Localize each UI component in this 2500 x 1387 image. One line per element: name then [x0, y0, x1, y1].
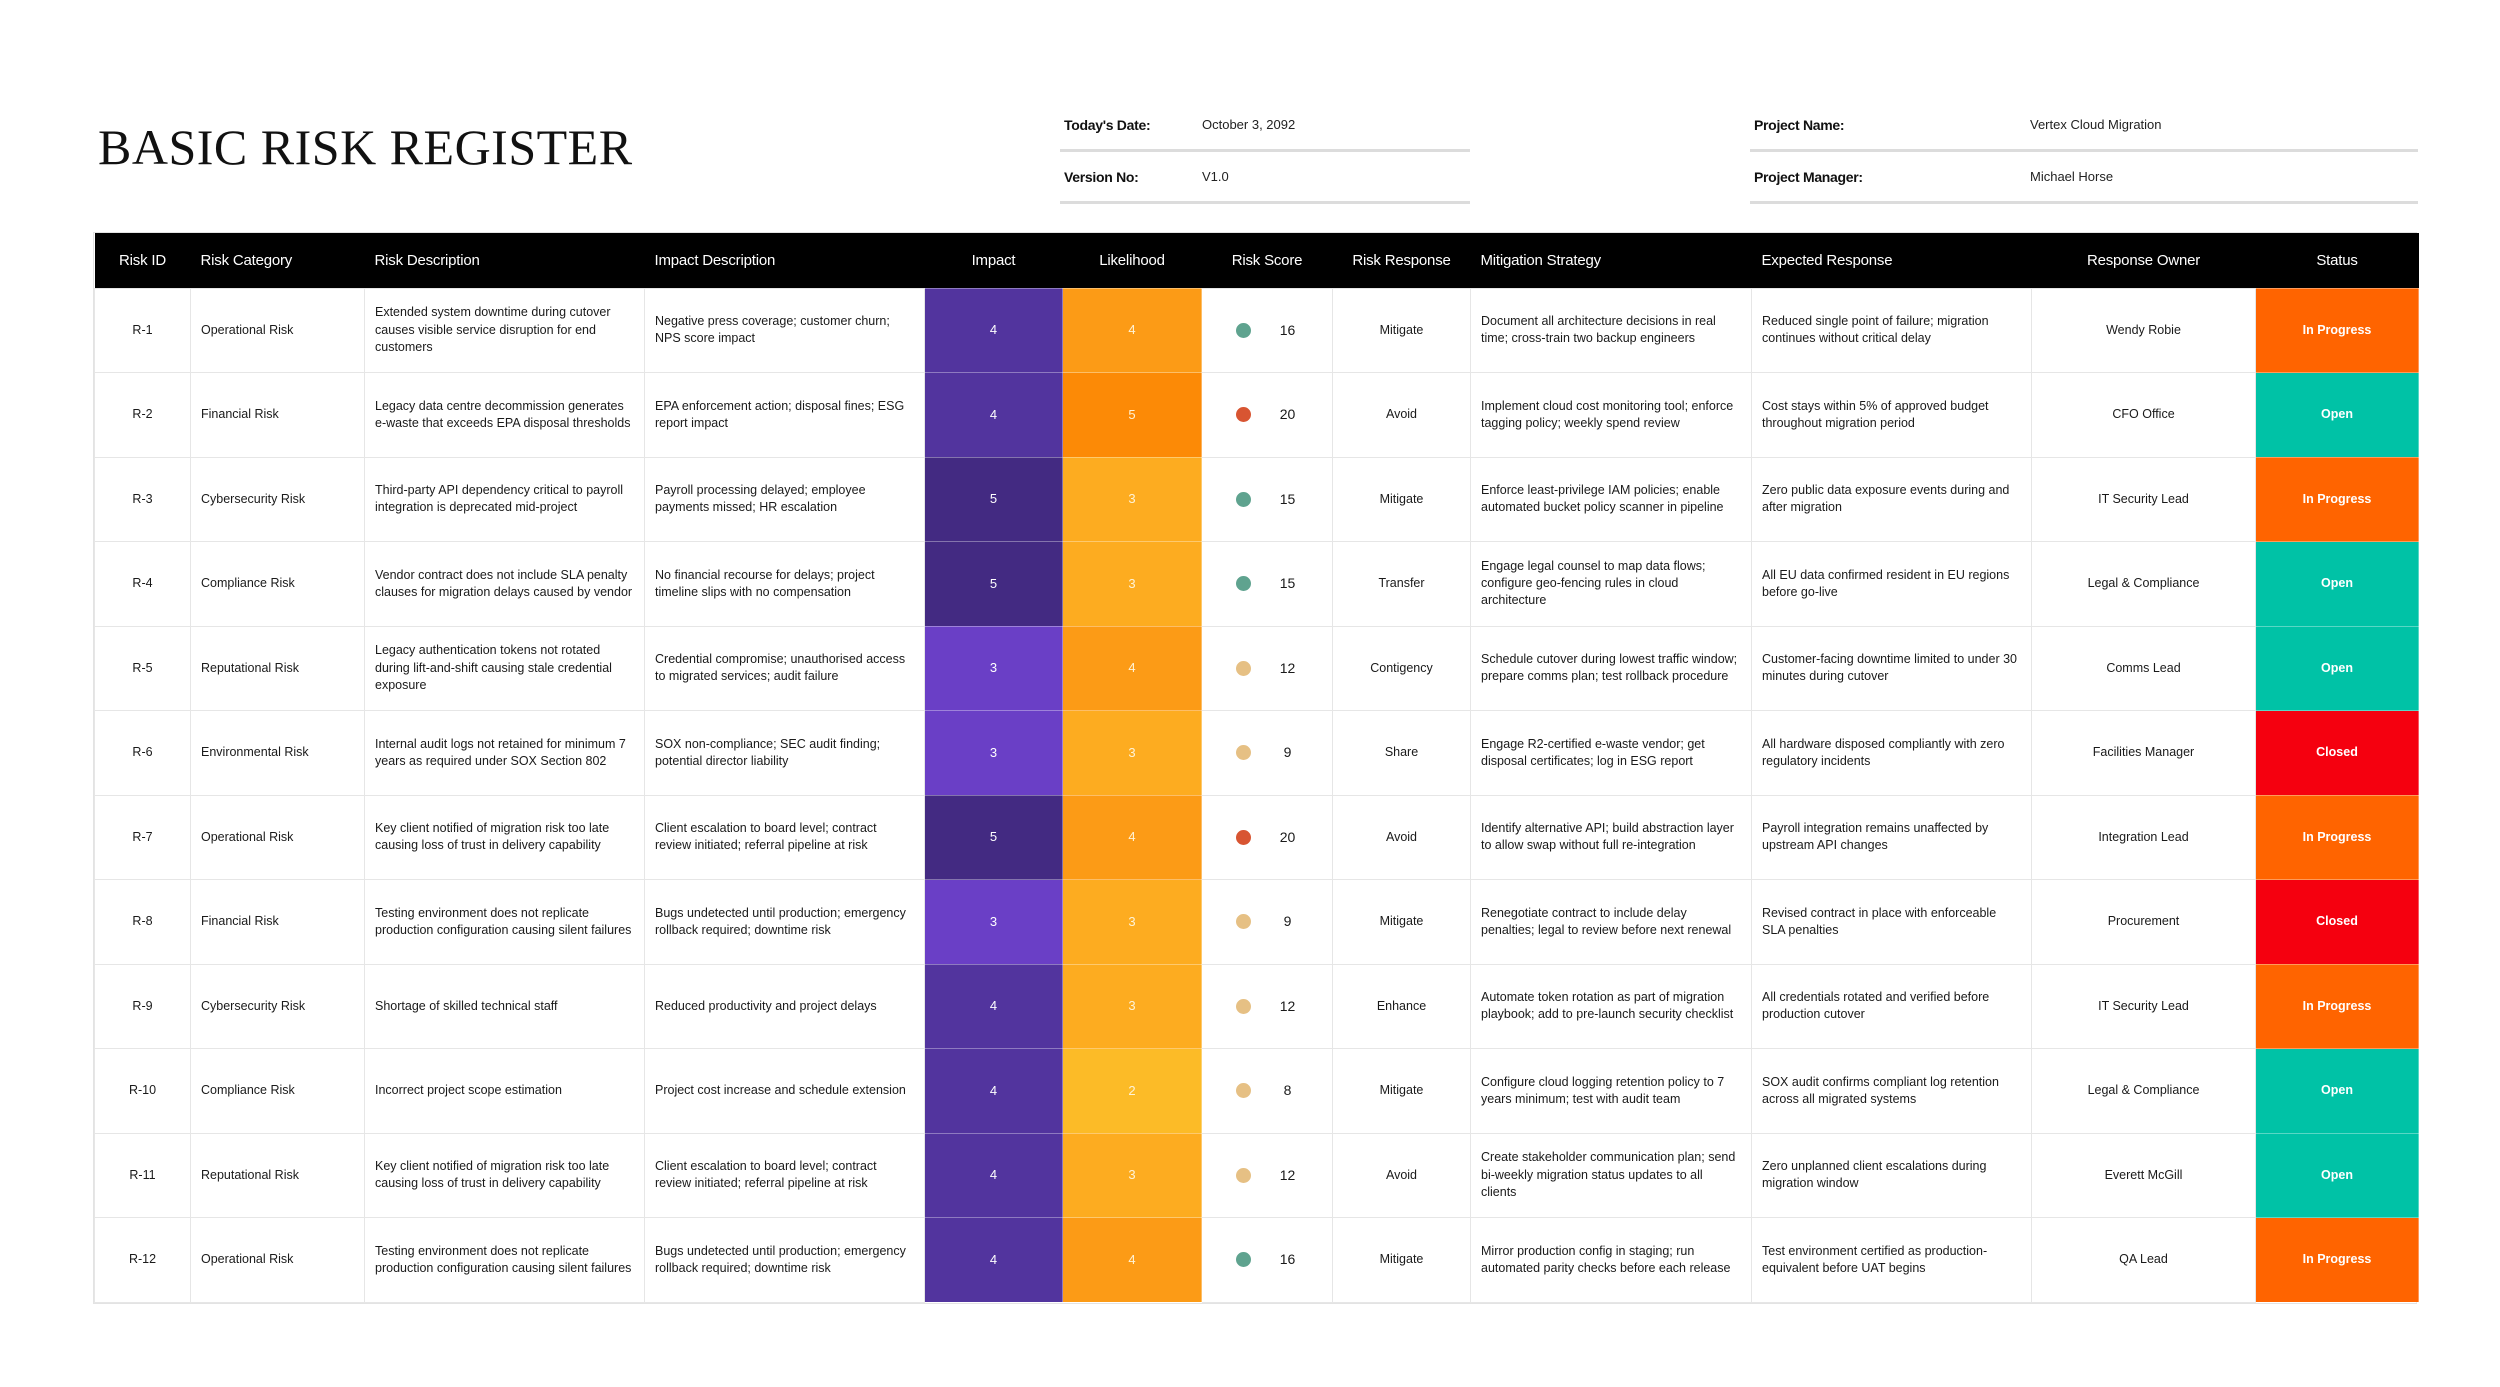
- risk-response-cell: Mitigate: [1333, 457, 1471, 542]
- mitigation-strategy-cell: Schedule cutover during lowest traffic window; prepare comms plan; test rollback procedure: [1471, 626, 1752, 711]
- risk-score-value: 20: [1279, 828, 1296, 845]
- risk-level-dot-icon: [1236, 1168, 1251, 1183]
- status-badge: In Progress: [2256, 457, 2419, 542]
- likelihood-cell: 4: [1063, 1218, 1202, 1303]
- version-label: Version No:: [1064, 168, 1139, 185]
- likelihood-cell: 3: [1063, 880, 1202, 965]
- expected-response-cell: All hardware disposed compliantly with zero regulatory incidents: [1752, 711, 2032, 796]
- response-owner-cell: Procurement: [2032, 880, 2256, 965]
- version-field: [1060, 152, 1470, 204]
- todays-date-field: [1060, 100, 1470, 152]
- table-row: [95, 626, 2419, 711]
- risk-score-value: 20: [1279, 406, 1296, 423]
- mitigation-strategy-cell: Create stakeholder communication plan; send bi-weekly migration status updates to all clients: [1471, 1133, 1752, 1218]
- mitigation-strategy-cell: Mirror production config in staging; run automated parity checks before each release: [1471, 1218, 1752, 1303]
- expected-response-cell: Customer-facing downtime limited to under 30 minutes during cutover: [1752, 626, 2032, 711]
- document-meta-right: [1750, 100, 2418, 204]
- risk-description-cell: Shortage of skilled technical staff: [365, 964, 645, 1049]
- likelihood-cell: 3: [1063, 711, 1202, 796]
- impact-description-cell: Credential compromise; unauthorised access to migrated services; audit failure: [645, 626, 925, 711]
- expected-response-cell: Test environment certified as production-equivalent before UAT begins: [1752, 1218, 2032, 1303]
- todays-date-label: Today's Date:: [1064, 116, 1151, 133]
- mitigation-strategy-cell: Document all architecture decisions in real time; cross-train two backup engineers: [1471, 288, 1752, 373]
- risk-score-cell: [1202, 795, 1333, 880]
- risk-response-cell: Avoid: [1333, 373, 1471, 458]
- risk-id-cell: R-8: [95, 880, 191, 965]
- risk-score-cell: [1202, 457, 1333, 542]
- risk-score-cell: [1202, 964, 1333, 1049]
- expected-response-cell: SOX audit confirms compliant log retention across all migrated systems: [1752, 1049, 2032, 1134]
- risk-score-cell: [1202, 711, 1333, 796]
- col-header-response-owner: Response Owner: [2032, 233, 2256, 288]
- table-row: [95, 795, 2419, 880]
- impact-description-cell: Project cost increase and schedule extension: [645, 1049, 925, 1134]
- risk-id-cell: R-11: [95, 1133, 191, 1218]
- impact-cell: 4: [925, 1049, 1063, 1134]
- risk-level-dot-icon: [1236, 576, 1251, 591]
- risk-score-value: 12: [1279, 997, 1296, 1014]
- risk-id-cell: R-2: [95, 373, 191, 458]
- col-header-impact: Impact: [925, 233, 1063, 288]
- risk-score-value: 16: [1279, 1251, 1296, 1268]
- risk-response-cell: Contigency: [1333, 626, 1471, 711]
- risk-description-cell: Extended system downtime during cutover causes visible service disruption for end customers: [365, 288, 645, 373]
- risk-category-cell: Cybersecurity Risk: [191, 457, 365, 542]
- expected-response-cell: All EU data confirmed resident in EU regions before go-live: [1752, 542, 2032, 627]
- risk-category-cell: Operational Risk: [191, 1218, 365, 1303]
- risk-score-value: 15: [1279, 575, 1296, 592]
- impact-cell: 5: [925, 542, 1063, 627]
- risk-score-cell: [1202, 880, 1333, 965]
- risk-score-value: 9: [1283, 913, 1292, 930]
- likelihood-cell: 4: [1063, 288, 1202, 373]
- response-owner-cell: Facilities Manager: [2032, 711, 2256, 796]
- mitigation-strategy-cell: Enforce least-privilege IAM policies; enable automated bucket policy scanner in pipeline: [1471, 457, 1752, 542]
- col-header-risk-id: Risk ID: [95, 233, 191, 288]
- risk-description-cell: Third-party API dependency critical to payroll integration is deprecated mid-project: [365, 457, 645, 542]
- expected-response-cell: Zero unplanned client escalations during migration window: [1752, 1133, 2032, 1218]
- likelihood-cell: 3: [1063, 542, 1202, 627]
- risk-response-cell: Mitigate: [1333, 1049, 1471, 1134]
- impact-description-cell: Negative press coverage; customer churn; NPS score impact: [645, 288, 925, 373]
- expected-response-cell: Reduced single point of failure; migration continues without critical delay: [1752, 288, 2032, 373]
- risk-score-value: 16: [1279, 321, 1296, 338]
- table-row: [95, 880, 2419, 965]
- table-row: [95, 542, 2419, 627]
- risk-level-dot-icon: [1236, 914, 1251, 929]
- col-header-risk-response: Risk Response: [1333, 233, 1471, 288]
- status-badge: Open: [2256, 373, 2419, 458]
- impact-cell: 4: [925, 1133, 1063, 1218]
- risk-id-cell: R-6: [95, 711, 191, 796]
- table-header-row: [95, 233, 2419, 288]
- expected-response-cell: All credentials rotated and verified before production cutover: [1752, 964, 2032, 1049]
- response-owner-cell: Everett McGill: [2032, 1133, 2256, 1218]
- likelihood-cell: 3: [1063, 964, 1202, 1049]
- table-row: [95, 457, 2419, 542]
- table-row: [95, 964, 2419, 1049]
- response-owner-cell: IT Security Lead: [2032, 457, 2256, 542]
- table-row: [95, 1049, 2419, 1134]
- col-header-risk-description: Risk Description: [365, 233, 645, 288]
- risk-description-cell: Vendor contract does not include SLA penalty clauses for migration delays caused by vendor: [365, 542, 645, 627]
- risk-level-dot-icon: [1236, 999, 1251, 1014]
- likelihood-cell: 3: [1063, 457, 1202, 542]
- mitigation-strategy-cell: Engage R2-certified e-waste vendor; get disposal certificates; log in ESG report: [1471, 711, 1752, 796]
- table-row: [95, 1133, 2419, 1218]
- document-meta-left: [1060, 100, 1470, 204]
- risk-score-cell: [1202, 288, 1333, 373]
- response-owner-cell: CFO Office: [2032, 373, 2256, 458]
- risk-level-dot-icon: [1236, 1083, 1251, 1098]
- impact-description-cell: Client escalation to board level; contract review initiated; referral pipeline at risk: [645, 1133, 925, 1218]
- risk-score-value: 8: [1283, 1082, 1292, 1099]
- response-owner-cell: Integration Lead: [2032, 795, 2256, 880]
- risk-description-cell: Legacy authentication tokens not rotated during lift-and-shift causing stale credential exposure: [365, 626, 645, 711]
- impact-cell: 4: [925, 373, 1063, 458]
- status-badge: Closed: [2256, 880, 2419, 965]
- risk-level-dot-icon: [1236, 407, 1251, 422]
- mitigation-strategy-cell: Renegotiate contract to include delay penalties; legal to review before next renewal: [1471, 880, 1752, 965]
- status-badge: Open: [2256, 1049, 2419, 1134]
- risk-id-cell: R-12: [95, 1218, 191, 1303]
- impact-description-cell: Bugs undetected until production; emergency rollback required; downtime risk: [645, 1218, 925, 1303]
- likelihood-cell: 4: [1063, 795, 1202, 880]
- risk-score-cell: [1202, 373, 1333, 458]
- likelihood-cell: 4: [1063, 626, 1202, 711]
- risk-id-cell: R-10: [95, 1049, 191, 1134]
- risk-score-value: 15: [1279, 490, 1296, 507]
- risk-description-cell: Key client notified of migration risk too late causing loss of trust in delivery capability: [365, 1133, 645, 1218]
- table-row: [95, 288, 2419, 373]
- risk-category-cell: Environmental Risk: [191, 711, 365, 796]
- risk-level-dot-icon: [1236, 661, 1251, 676]
- page-title: BASIC RISK REGISTER: [98, 119, 633, 175]
- project-manager-value: Michael Horse: [2030, 169, 2114, 184]
- risk-score-cell: [1202, 542, 1333, 627]
- risk-response-cell: Avoid: [1333, 795, 1471, 880]
- risk-id-cell: R-9: [95, 964, 191, 1049]
- risk-category-cell: Compliance Risk: [191, 1049, 365, 1134]
- mitigation-strategy-cell: Automate token rotation as part of migration playbook; add to pre-launch security checklist: [1471, 964, 1752, 1049]
- risk-id-cell: R-5: [95, 626, 191, 711]
- response-owner-cell: Legal & Compliance: [2032, 1049, 2256, 1134]
- status-badge: In Progress: [2256, 964, 2419, 1049]
- impact-description-cell: Reduced productivity and project delays: [645, 964, 925, 1049]
- status-badge: Open: [2256, 1133, 2419, 1218]
- impact-cell: 5: [925, 457, 1063, 542]
- risk-category-cell: Operational Risk: [191, 288, 365, 373]
- impact-cell: 4: [925, 1218, 1063, 1303]
- project-manager-field: [1750, 152, 2418, 204]
- status-badge: Open: [2256, 626, 2419, 711]
- col-header-expected-response: Expected Response: [1752, 233, 2032, 288]
- risk-category-cell: Financial Risk: [191, 373, 365, 458]
- risk-score-cell: [1202, 1133, 1333, 1218]
- mitigation-strategy-cell: Identify alternative API; build abstraction layer to allow swap without full re-integration: [1471, 795, 1752, 880]
- table-row: [95, 373, 2419, 458]
- likelihood-cell: 5: [1063, 373, 1202, 458]
- impact-description-cell: Payroll processing delayed; employee payments missed; HR escalation: [645, 457, 925, 542]
- col-header-likelihood: Likelihood: [1063, 233, 1202, 288]
- risk-response-cell: Mitigate: [1333, 288, 1471, 373]
- mitigation-strategy-cell: Configure cloud logging retention policy to 7 years minimum; test with audit team: [1471, 1049, 1752, 1134]
- risk-description-cell: Incorrect project scope estimation: [365, 1049, 645, 1134]
- impact-description-cell: Client escalation to board level; contract review initiated; referral pipeline at risk: [645, 795, 925, 880]
- expected-response-cell: Zero public data exposure events during and after migration: [1752, 457, 2032, 542]
- risk-response-cell: Share: [1333, 711, 1471, 796]
- impact-description-cell: SOX non-compliance; SEC audit finding; potential director liability: [645, 711, 925, 796]
- col-header-impact-description: Impact Description: [645, 233, 925, 288]
- version-value: V1.0: [1202, 169, 1229, 184]
- impact-cell: 3: [925, 626, 1063, 711]
- risk-level-dot-icon: [1236, 745, 1251, 760]
- table-row: [95, 1218, 2419, 1303]
- impact-description-cell: No financial recourse for delays; project timeline slips with no compensation: [645, 542, 925, 627]
- impact-description-cell: Bugs undetected until production; emergency rollback required; downtime risk: [645, 880, 925, 965]
- response-owner-cell: Comms Lead: [2032, 626, 2256, 711]
- project-manager-label: Project Manager:: [1754, 168, 1863, 185]
- response-owner-cell: IT Security Lead: [2032, 964, 2256, 1049]
- risk-level-dot-icon: [1236, 492, 1251, 507]
- risk-category-cell: Reputational Risk: [191, 1133, 365, 1218]
- risk-score-value: 12: [1279, 659, 1296, 676]
- risk-register-table: [93, 232, 2417, 1304]
- risk-id-cell: R-1: [95, 288, 191, 373]
- expected-response-cell: Cost stays within 5% of approved budget throughout migration period: [1752, 373, 2032, 458]
- risk-category-cell: Cybersecurity Risk: [191, 964, 365, 1049]
- mitigation-strategy-cell: Engage legal counsel to map data flows; configure geo-fencing rules in cloud architecture: [1471, 542, 1752, 627]
- todays-date-value: October 3, 2092: [1202, 117, 1296, 132]
- risk-score-cell: [1202, 1049, 1333, 1134]
- risk-id-cell: R-7: [95, 795, 191, 880]
- mitigation-strategy-cell: Implement cloud cost monitoring tool; enforce tagging policy; weekly spend review: [1471, 373, 1752, 458]
- project-name-field: [1750, 100, 2418, 152]
- status-badge: In Progress: [2256, 795, 2419, 880]
- likelihood-cell: 2: [1063, 1049, 1202, 1134]
- risk-response-cell: Avoid: [1333, 1133, 1471, 1218]
- impact-description-cell: EPA enforcement action; disposal fines; ESG report impact: [645, 373, 925, 458]
- response-owner-cell: Wendy Robie: [2032, 288, 2256, 373]
- col-header-risk-category: Risk Category: [191, 233, 365, 288]
- risk-response-cell: Mitigate: [1333, 880, 1471, 965]
- impact-cell: 5: [925, 795, 1063, 880]
- risk-description-cell: Legacy data centre decommission generates e-waste that exceeds EPA disposal thresholds: [365, 373, 645, 458]
- status-badge: In Progress: [2256, 1218, 2419, 1303]
- risk-response-cell: Mitigate: [1333, 1218, 1471, 1303]
- risk-level-dot-icon: [1236, 1252, 1251, 1267]
- expected-response-cell: Payroll integration remains unaffected by upstream API changes: [1752, 795, 2032, 880]
- project-name-label: Project Name:: [1754, 116, 1845, 133]
- col-header-status: Status: [2256, 233, 2419, 288]
- project-name-value: Vertex Cloud Migration: [2030, 117, 2162, 132]
- col-header-risk-score: Risk Score: [1202, 233, 1333, 288]
- status-badge: In Progress: [2256, 288, 2419, 373]
- impact-cell: 4: [925, 288, 1063, 373]
- risk-id-cell: R-3: [95, 457, 191, 542]
- risk-response-cell: Enhance: [1333, 964, 1471, 1049]
- risk-description-cell: Key client notified of migration risk too late causing loss of trust in delivery capability: [365, 795, 645, 880]
- response-owner-cell: Legal & Compliance: [2032, 542, 2256, 627]
- table-row: [95, 711, 2419, 796]
- risk-level-dot-icon: [1236, 830, 1251, 845]
- col-header-mitigation-strategy: Mitigation Strategy: [1471, 233, 1752, 288]
- risk-score-cell: [1202, 626, 1333, 711]
- likelihood-cell: 3: [1063, 1133, 1202, 1218]
- risk-level-dot-icon: [1236, 323, 1251, 338]
- impact-cell: 4: [925, 964, 1063, 1049]
- risk-category-cell: Compliance Risk: [191, 542, 365, 627]
- risk-response-cell: Transfer: [1333, 542, 1471, 627]
- risk-category-cell: Financial Risk: [191, 880, 365, 965]
- risk-description-cell: Internal audit logs not retained for minimum 7 years as required under SOX Section 802: [365, 711, 645, 796]
- risk-score-value: 9: [1283, 744, 1292, 761]
- risk-id-cell: R-4: [95, 542, 191, 627]
- impact-cell: 3: [925, 711, 1063, 796]
- status-badge: Open: [2256, 542, 2419, 627]
- risk-score-value: 12: [1279, 1166, 1296, 1183]
- risk-score-cell: [1202, 1218, 1333, 1303]
- status-badge: Closed: [2256, 711, 2419, 796]
- risk-description-cell: Testing environment does not replicate production configuration causing silent failures: [365, 880, 645, 965]
- risk-category-cell: Reputational Risk: [191, 626, 365, 711]
- impact-cell: 3: [925, 880, 1063, 965]
- risk-category-cell: Operational Risk: [191, 795, 365, 880]
- expected-response-cell: Revised contract in place with enforceable SLA penalties: [1752, 880, 2032, 965]
- risk-description-cell: Testing environment does not replicate production configuration causing silent failures: [365, 1218, 645, 1303]
- response-owner-cell: QA Lead: [2032, 1218, 2256, 1303]
